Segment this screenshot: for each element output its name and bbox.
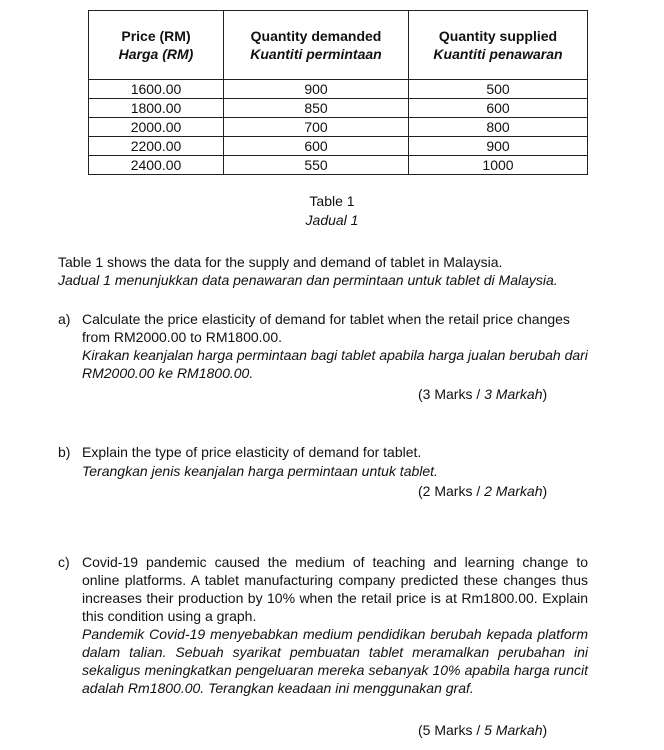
intro-en: Table 1 shows the data for the supply and demand of tablet in Malaysia. bbox=[58, 254, 503, 270]
table-cell: 1000 bbox=[409, 156, 588, 175]
question-a-ms: Kirakan keanjalan harga permintaan bagi tablet apabila harga jualan berubah dari RM2000.00 ke RM1800.00. bbox=[82, 347, 588, 381]
table-header-row bbox=[89, 11, 588, 80]
marks-text-ms: 2 Markah bbox=[484, 483, 543, 499]
header-supplied-en: Quantity supplied bbox=[438, 28, 558, 44]
marks-text-ms: 3 Markah bbox=[484, 386, 543, 402]
table-cell: 800 bbox=[409, 118, 588, 137]
question-a-marks bbox=[418, 385, 547, 403]
header-quantity-demanded bbox=[224, 11, 409, 80]
table-cell: 1800.00 bbox=[89, 99, 224, 118]
table-cell: 600 bbox=[224, 137, 409, 156]
table-caption: Table 1 bbox=[309, 193, 355, 209]
header-quantity-supplied bbox=[409, 11, 588, 80]
table-cell: 700 bbox=[224, 118, 409, 137]
table-cell: 900 bbox=[409, 137, 588, 156]
intro-ms: Jadual 1 menunjukkan data penawaran dan permintaan untuk tablet di Malaysia. bbox=[58, 272, 558, 288]
table-cell: 500 bbox=[409, 80, 588, 99]
header-price bbox=[89, 11, 224, 80]
table-row bbox=[89, 156, 588, 175]
table-row bbox=[89, 118, 588, 137]
question-b-ms: Terangkan jenis keanjalan harga permintaan untuk tablet. bbox=[82, 463, 438, 479]
table-cell: 2000.00 bbox=[89, 118, 224, 137]
table-row bbox=[89, 137, 588, 156]
table-cell: 2400.00 bbox=[89, 156, 224, 175]
table-cell: 600 bbox=[409, 99, 588, 118]
question-c-ms: Pandemik Covid-19 menyebabkan medium pendidikan berubah kepada platform dalam talian. Sebuah syarikat pembuatan tablet meramalkan perubahan ini sekaligus meningkatkan pengeluaran mereka sebanyak 10% apabila harga runcit adalah Rm1800.00. Terangkan keadaan ini menggunakan graf. bbox=[82, 626, 588, 696]
table-caption-ms: Jadual 1 bbox=[305, 212, 359, 228]
marks-text-end: ) bbox=[542, 483, 548, 499]
header-supplied-ms: Kuantiti penawaran bbox=[433, 46, 563, 62]
question-c-en: Covid-19 pandemic caused the medium of teaching and learning change to online platforms. A tablet manufacturing company predicted these changes thus increases their production by 10% when the retail price is at Rm1800.00. Explain this condition using a graph. bbox=[82, 554, 588, 624]
marks-text: (2 Marks / bbox=[418, 483, 485, 499]
table-row bbox=[89, 99, 588, 118]
header-price-ms: Harga (RM) bbox=[118, 46, 194, 62]
header-price-en: Price (RM) bbox=[121, 28, 191, 44]
marks-text-ms: 5 Markah bbox=[484, 722, 543, 738]
question-c-label: c) bbox=[58, 554, 70, 570]
header-demanded-ms: Kuantiti permintaan bbox=[250, 46, 382, 62]
table-cell: 900 bbox=[224, 80, 409, 99]
question-b-marks bbox=[418, 482, 547, 500]
question-c-marks bbox=[418, 721, 547, 739]
table-cell: 550 bbox=[224, 156, 409, 175]
question-b-label: b) bbox=[58, 444, 71, 460]
question-a-en: Calculate the price elasticity of demand for tablet when the retail price changes from RM2000.00 to RM1800.00. bbox=[82, 311, 570, 345]
table-row bbox=[89, 80, 588, 99]
marks-text: (5 Marks / bbox=[418, 722, 485, 738]
table-cell: 1600.00 bbox=[89, 80, 224, 99]
table-cell: 850 bbox=[224, 99, 409, 118]
marks-text: (3 Marks / bbox=[418, 386, 485, 402]
header-demanded-en: Quantity demanded bbox=[250, 28, 382, 44]
marks-text-end: ) bbox=[542, 386, 548, 402]
data-table bbox=[88, 10, 588, 175]
question-b-en: Explain the type of price elasticity of demand for tablet. bbox=[82, 444, 422, 460]
marks-text-end: ) bbox=[542, 722, 548, 738]
question-a-label: a) bbox=[58, 311, 71, 327]
table-cell: 2200.00 bbox=[89, 137, 224, 156]
